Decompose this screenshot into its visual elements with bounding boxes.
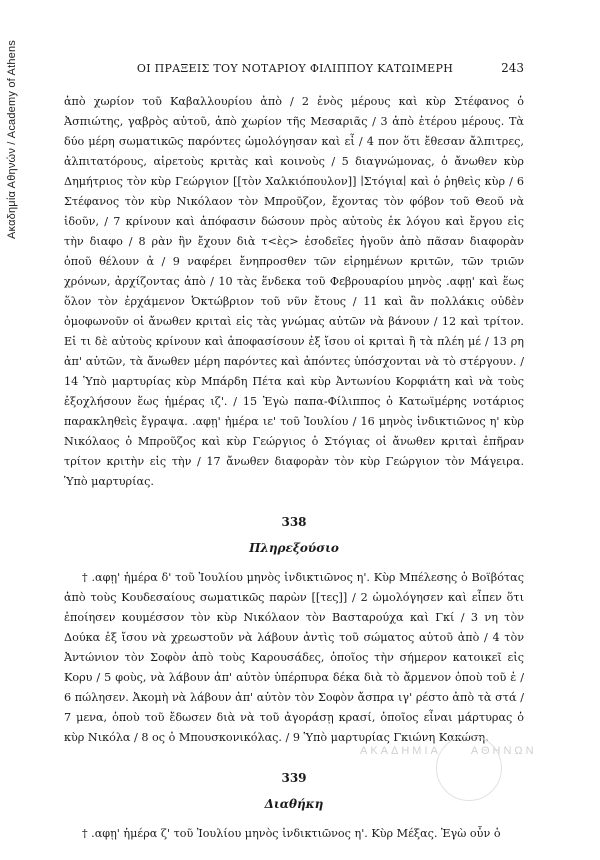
document-body xyxy=(64,92,524,844)
section-text-339: † .αφῃ' ἡμέρα ζ' τοῦ Ἰουλίου μηνὸς ἰνδικτιῶνος η'. Κὺρ Μέξας. Ἐγὼ οὖν ὁ xyxy=(82,827,501,840)
watermark-left: ΑΚΑΔΗΜΙΑ xyxy=(360,745,441,757)
paragraph-continued: ἀπὸ χωρίον τοῦ Καβαλλουρίου ἀπὸ / 2 ἑνὸς μέρους καὶ κὺρ Στέφανος ὁ Ἀσπιώτης, γαβρὸς αὐτοῦ, ἀπὸ χωρίον τῆς Μεσαριᾶς / 3 ἀπὸ ἑτέρου μέρους. Τὰ δύο μέρη σωματικῶς παρόντες ὡμολόγησαν καὶ εἶ / 4 πον ὅτι ἔθεσαν ἄλπιτρες, ἀλπιτατόρους, αἱρετοὺς κριτὰς καὶ κοινοὺς / 5 διαγνώμονας, ὁ ἄνωθεν κὺρ Δημήτριος τὸν κὺρ Γεώργιον [[τὸν Χαλκιόπουλον]] ∣Στόγια∣ καὶ ὁ ῥηθεὶς κὺρ / 6 Στέφανος τὸν κὺρ Νικόλαον τὸν Μπροῦζον, ἔχοντας τὸν φόβον τοῦ Θεοῦ νὰ ἰδοῦν, / 7 κρίνουν καὶ ἀπόφασιν δώσουν πρὸς αὐτοὺς ἐκ λόγου καὶ ἔργου εἰς τὴν διαφο / 8 ρὰν ἣν ἔχουν διὰ τ<ὲς> ἐσοδεῖες ἠγοῦν ἀπὸ πᾶσαν διαφορὰν ὁποῦ θέλουν ἀ / 9 ναφέρει ἔνηπροσθεν τῶν εἰρημένων κριτῶν, τῶν τριῶν χρόνων, ἀρχίζοντας ἀπὸ / 10 τὰς ἕνδεκα τοῦ Φεβρουαρίου μηνὸς .αφῃ' καὶ ἕως ὅλον τὸν ἐρχάμενον Ὀκτώβριον τοῦ νῦν ἔτους / 11 καὶ ἂν πολλάκις οὐδὲν ὁμοφωνοῦν οἱ ἄνωθεν κριταὶ εἰς τὰς γνώμας αὐτῶν νὰ βάνουν / 12 καὶ τρίτον. Εἰ τι δὲ αὐτοὺς κρίνουν καὶ ἀποφασίσουν ἐξ ἴσου οἱ κριταὶ ἢ τὰ πλέη μέ / 13 ρη ἀπ' αὐτῶν, τὰ ἄνωθεν μέρη παρόντες καὶ ἀπόντες ὑπόσχονται νὰ τὸ στέργουν. / 14 Ὑπὸ μαρτυρίας κὺρ Μπάρδη Πέτα καὶ κὺρ Ἀντωνίου Κορφιάτη καὶ νὰ τοὺς ἐξοχλήσουν ἕως ἡμέρας ιζ'. / 15 Ἐγὼ παπα-Φίλιππος ὁ Κατωϊμέρης νοτάριος παρακληθεὶς ἔγραψα. .αφῃ' ἡμέρα ιε' τοῦ Ἰουλίου / 16 μηνὸς ἰνδικτιῶνος η' κὺρ Νικόλαος ὁ Μπροῦζος καὶ κὺρ Γεώργιος ὁ Στόγιας οἱ ἄνωθεν κριταὶ ἐπῆραν τρίτον κριτὴν εἰς τὴν / 17 ἄνωθεν διαφορὰν τὸν κὺρ Γεώργιον τὸν Μάγειρα. Ὑπὸ μαρτυρίας. xyxy=(64,95,524,488)
page-number: 243 xyxy=(501,61,524,75)
academy-watermark xyxy=(360,745,567,757)
section-title-338: Πληρεξούσιο xyxy=(249,541,339,555)
section-number-339: 339 xyxy=(281,771,307,785)
sidebar-archive-label: Ακαδημία Αθηνών / Academy of Athens xyxy=(6,40,18,240)
page-header xyxy=(100,60,524,80)
running-title: ΟΙ ΠΡΑΞΕΙΣ ΤΟΥ ΝΟΤΑΡΙΟΥ ΦΙΛΙΠΠΟΥ ΚΑΤΩΙΜΕΡΗ xyxy=(136,62,454,75)
section-title-339: Διαθήκη xyxy=(264,797,324,811)
section-text-338: † .αφῃ' ἡμέρα δ' τοῦ Ἰουλίου μηνὸς ἰνδικτιῶνος η'. Κὺρ Μπέλεσης ὁ Βοϊβότας ἀπὸ τοὺς Κουδεσαίους σωματικῶς παρὼν [[τες]] / 2 ὡμολόγησεν καὶ εἶπεν ὅτι ἐποίησεν κουμέσσον τὸν κὺρ Νικόλαον τὸν Βασταρούχα καὶ Γκί / 3 νη τὸν Δούκα ἐξ ἴσου νὰ χρεωστοῦν νὰ λάβουν ἀντὶς τοῦ σώματος αὐτοῦ ἀπὸ / 4 τὸν Ἀντώνιον τὸν Σοφὸν ἀπὸ τοὺς Καρουσάδες, ὁποῖος τὴν σήμερον κατοικεῖ εἰς Κορυ / 5 φοὺς, νὰ λάβουν ἀπ' αὐτὸν ὑπέρπυρα δέκα διὰ τὸ ἄρμενον ὁποὺ τοῦ ἐ / 6 πώλησεν. Ἀκομὴ νὰ λάβουν ἀπ' αὐτὸν τὸν Σοφὸν ἄσπρα ιγ' ρέστο ἀπὸ τὰ στά / 7 μενα, ὁποὺ τοῦ ἔδωσεν διὰ νὰ τοῦ ἀγοράσῃ κρασί, ὁποῖος εἶναι μάρτυρας ὁ κὺρ Νικόλα / 8 ος ὁ Μπουσκονικόλας. / 9 Ὑπὸ μαρτυρίας Γκιώνη Κακώση. xyxy=(64,571,524,744)
section-number-338: 338 xyxy=(281,515,307,529)
watermark-right: ΑΘΗΝΩΝ xyxy=(470,745,537,757)
